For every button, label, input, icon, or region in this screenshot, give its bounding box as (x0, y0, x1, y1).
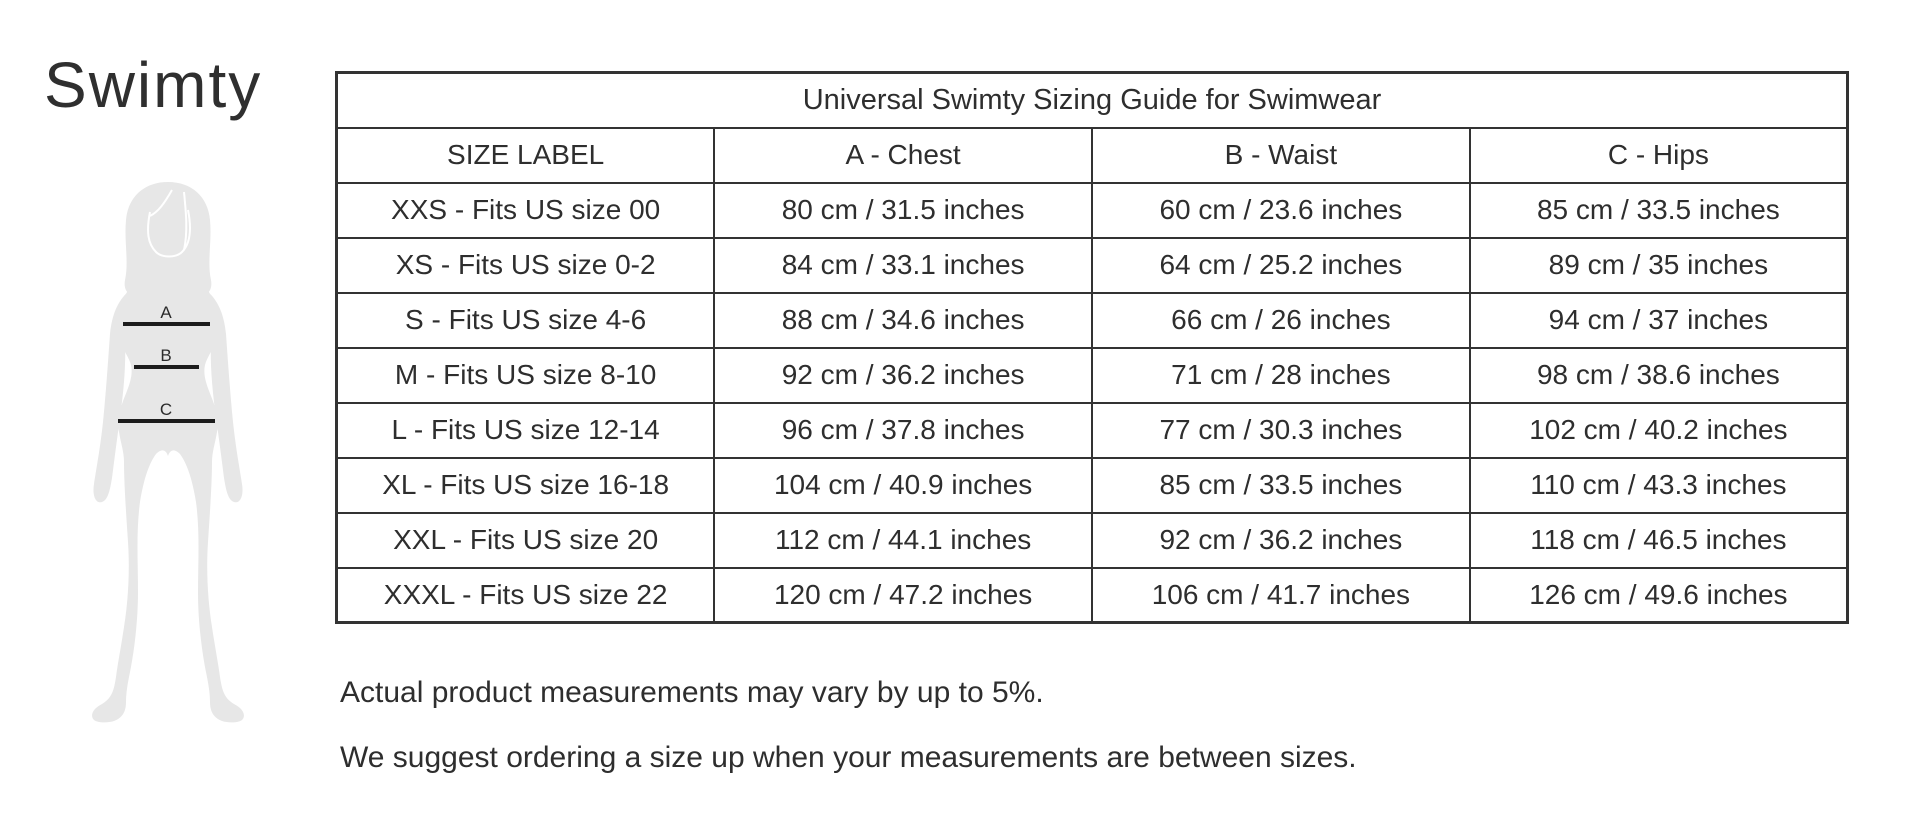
measurement-cell: 85 cm / 33.5 inches (1092, 458, 1470, 513)
measurement-cell: 77 cm / 30.3 inches (1092, 403, 1470, 458)
measurement-cell: 84 cm / 33.1 inches (714, 238, 1092, 293)
measurement-cell: 92 cm / 36.2 inches (714, 348, 1092, 403)
size-up-note: We suggest ordering a size up when your measurements are between sizes. (340, 741, 1357, 774)
sizing-table-body (337, 183, 1848, 623)
measurement-cell: 110 cm / 43.3 inches (1470, 458, 1848, 513)
measurement-cell: 118 cm / 46.5 inches (1470, 513, 1848, 568)
size-label-cell: S - Fits US size 4-6 (337, 293, 715, 348)
table-row (337, 458, 1848, 513)
table-title-row (337, 73, 1848, 128)
table-header-row (337, 128, 1848, 183)
measurement-cell: 80 cm / 31.5 inches (714, 183, 1092, 238)
measurement-cell: 89 cm / 35 inches (1470, 238, 1848, 293)
waist-line (134, 365, 199, 369)
size-label-cell: XS - Fits US size 0-2 (337, 238, 715, 293)
hips-label: C (159, 400, 173, 419)
measurement-cell: 120 cm / 47.2 inches (714, 568, 1092, 623)
chest-label: A (160, 303, 172, 322)
tolerance-note: Actual product measurements may vary by up to 5%. (340, 676, 1044, 709)
size-label-cell: XXS - Fits US size 00 (337, 183, 715, 238)
measurement-cell: 104 cm / 40.9 inches (714, 458, 1092, 513)
size-label-cell: L - Fits US size 12-14 (337, 403, 715, 458)
measurement-cell: 64 cm / 25.2 inches (1092, 238, 1470, 293)
table-row (337, 568, 1848, 623)
measurement-cell: 92 cm / 36.2 inches (1092, 513, 1470, 568)
table-row (337, 403, 1848, 458)
measurement-cell: 88 cm / 34.6 inches (714, 293, 1092, 348)
column-header: C - Hips (1470, 128, 1848, 183)
size-label-cell: XXL - Fits US size 20 (337, 513, 715, 568)
measurement-cell: 102 cm / 40.2 inches (1470, 403, 1848, 458)
brand-logo: Swimty (44, 49, 263, 121)
column-header: SIZE LABEL (337, 128, 715, 183)
table-row (337, 293, 1848, 348)
table-title: Universal Swimty Sizing Guide for Swimwear (337, 73, 1848, 128)
measurement-cell: 94 cm / 37 inches (1470, 293, 1848, 348)
hips-line (118, 419, 215, 423)
chest-line (123, 322, 210, 326)
table-row (337, 238, 1848, 293)
column-header: B - Waist (1092, 128, 1470, 183)
table-row (337, 348, 1848, 403)
size-label-cell: XXXL - Fits US size 22 (337, 568, 715, 623)
measurement-cell: 106 cm / 41.7 inches (1092, 568, 1470, 623)
measurement-cell: 112 cm / 44.1 inches (714, 513, 1092, 568)
measurement-cell: 66 cm / 26 inches (1092, 293, 1470, 348)
table-row (337, 183, 1848, 238)
body-silhouette-figure (88, 182, 248, 723)
waist-label: B (160, 346, 172, 365)
measurement-cell: 71 cm / 28 inches (1092, 348, 1470, 403)
measurement-cell: 85 cm / 33.5 inches (1470, 183, 1848, 238)
sizing-table (335, 71, 1849, 624)
measurement-cell: 96 cm / 37.8 inches (714, 403, 1092, 458)
size-label-cell: M - Fits US size 8-10 (337, 348, 715, 403)
sizing-table-head (337, 73, 1848, 183)
measurement-cell: 98 cm / 38.6 inches (1470, 348, 1848, 403)
body-silhouette-svg (88, 182, 248, 723)
size-label-cell: XL - Fits US size 16-18 (337, 458, 715, 513)
measurement-cell: 60 cm / 23.6 inches (1092, 183, 1470, 238)
measurement-cell: 126 cm / 49.6 inches (1470, 568, 1848, 623)
column-header: A - Chest (714, 128, 1092, 183)
table-row (337, 513, 1848, 568)
